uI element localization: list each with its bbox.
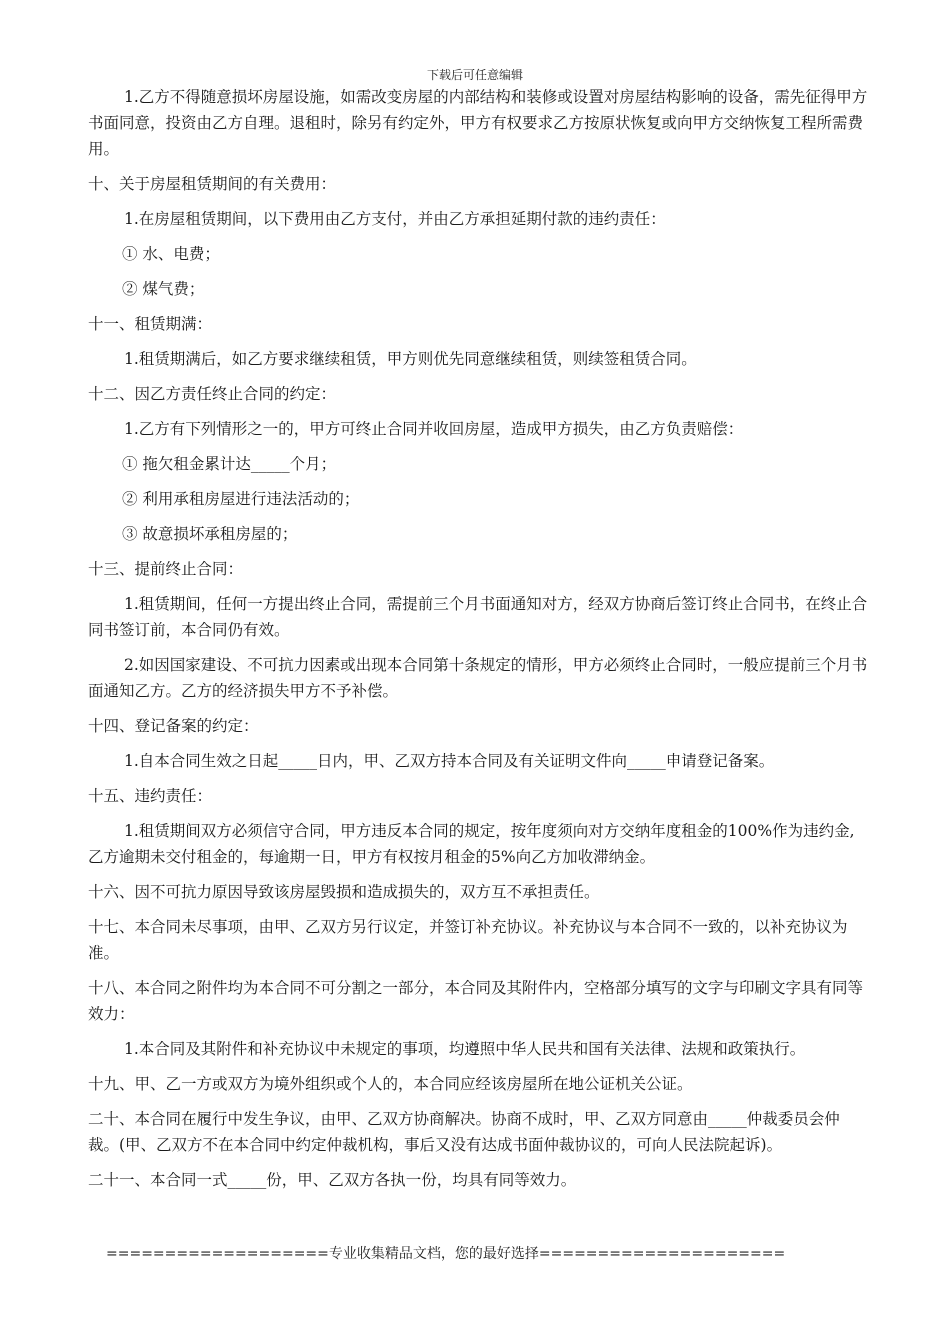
clause-14-item-1: 1.自本合同生效之日起_____日内，甲、乙双方持本合同及有关证明文件向_____申请登记备案。 (124, 752, 775, 770)
section-21: 二十一、本合同一式_____份，甲、乙双方各执一份，均具有同等效力。 (88, 1171, 577, 1189)
section-18-heading: 十八、本合同之附件均为本合同不可分割之一部分，本合同及其附件内，空格部分填写的文字与印刷文字具有同等效力： (88, 979, 864, 1023)
clause-12-subitem-2: ② 利用承租房屋进行违法活动的； (122, 490, 360, 508)
clause-10-subitem-2: ② 煤气费； (122, 280, 205, 298)
contract-body (88, 84, 868, 1202)
page-footer: ===================专业收集精品文档，您的最好选择===================== (106, 1246, 786, 1262)
section-16: 十六、因不可抗力原因导致该房屋毁损和造成损失的，双方互不承担责任。 (88, 883, 600, 901)
section-17: 十七、本合同未尽事项，由甲、乙双方另行议定，并签订补充协议。补充协议与本合同不一致的，以补充协议为准。 (88, 918, 848, 962)
clause-13-item-2: 2.如因国家建设、不可抗力因素或出现本合同第十条规定的情形，甲方必须终止合同时，一般应提前三个月书面通知乙方。乙方的经济损失甲方不予补偿。 (88, 656, 868, 700)
clause-12-subitem-3: ③ 故意损坏承租房屋的； (122, 525, 298, 543)
section-20: 二十、本合同在履行中发生争议，由甲、乙双方协商解决。协商不成时，甲、乙双方同意由_____仲裁委员会仲裁。(甲、乙双方不在本合同中约定仲裁机构，事后又没有达成书面仲裁协议的，可向人民法院起诉)。 (88, 1110, 840, 1154)
clause-12-subitem-1: ① 拖欠租金累计达_____个月； (122, 455, 337, 473)
clause-13-item-1: 1.租赁期间，任何一方提出终止合同，需提前三个月书面通知对方，经双方协商后签订终止合同书，在终止合同书签订前，本合同仍有效。 (88, 595, 868, 639)
section-19: 十九、甲、乙一方或双方为境外组织或个人的，本合同应经该房屋所在地公证机关公证。 (88, 1075, 693, 1093)
clause-11-item-1: 1.租赁期满后，如乙方要求继续租赁，甲方则优先同意继续租赁，则续签租赁合同。 (124, 350, 697, 368)
clause-10-item-1: 1.在房屋租赁期间，以下费用由乙方支付，并由乙方承担延期付款的违约责任： (124, 210, 666, 228)
section-14-heading: 十四、登记备案的约定： (88, 717, 259, 735)
clause-12-item-1: 1.乙方有下列情形之一的，甲方可终止合同并收回房屋，造成甲方损失，由乙方负责赔偿： (124, 420, 744, 438)
clause-9-item-1: 1.乙方不得随意损坏房屋设施，如需改变房屋的内部结构和装修或设置对房屋结构影响的设备，需先征得甲方书面同意，投资由乙方自理。退租时，除另有约定外，甲方有权要求乙方按原状恢复或向甲方交纳恢复工程所需费用。 (88, 88, 868, 158)
section-13-heading: 十三、提前终止合同： (88, 560, 244, 578)
section-15-heading: 十五、违约责任： (88, 787, 213, 805)
section-10-heading: 十、关于房屋租赁期间的有关费用： (88, 175, 337, 193)
page-header: 下载后可任意编辑 (426, 68, 523, 82)
clause-18-item-1: 1.本合同及其附件和补充协议中未规定的事项，均遵照中华人民共和国有关法律、法规和政策执行。 (124, 1040, 806, 1058)
clause-15-item-1: 1.租赁期间双方必须信守合同，甲方违反本合同的规定，按年度须向对方交纳年度租金的100%作为违约金,乙方逾期未交付租金的，每逾期一日，甲方有权按月租金的5%向乙方加收滞纳金。 (88, 822, 855, 866)
section-12-heading: 十二、因乙方责任终止合同的约定： (88, 385, 337, 403)
clause-10-subitem-1: ① 水、电费； (122, 245, 220, 263)
section-11-heading: 十一、租赁期满： (88, 315, 213, 333)
